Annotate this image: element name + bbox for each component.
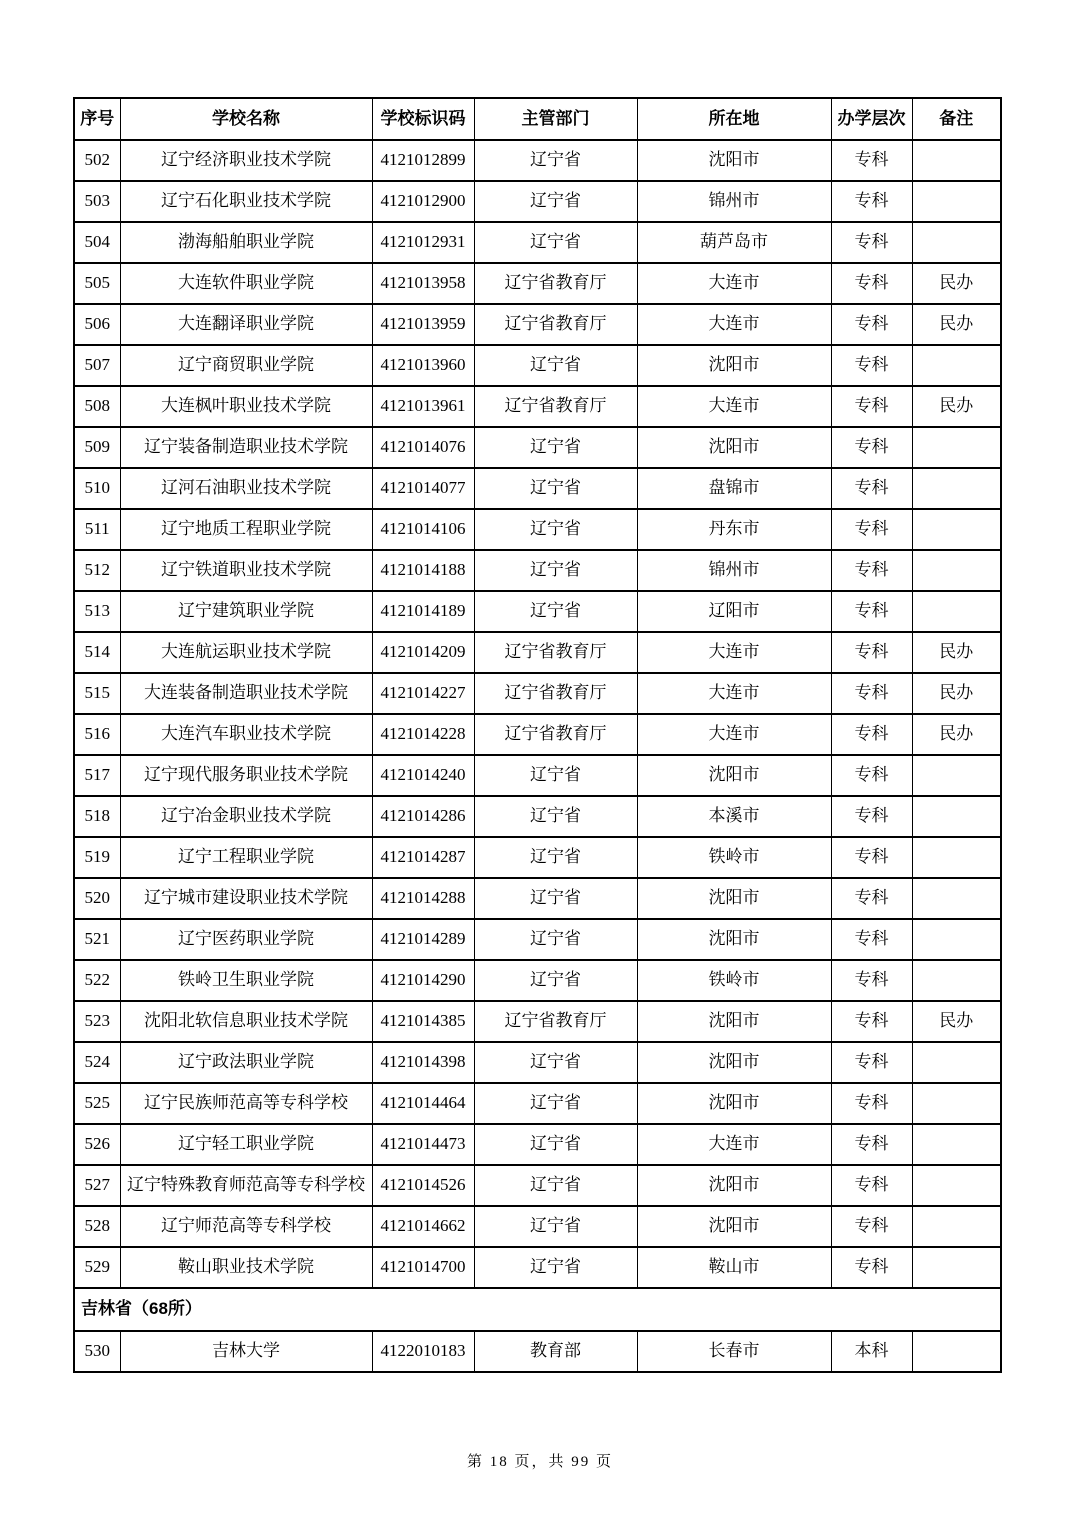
cell-name: 辽宁城市建设职业技术学院 bbox=[120, 878, 372, 919]
cell-seq: 508 bbox=[74, 386, 120, 427]
cell-name: 辽宁装备制造职业技术学院 bbox=[120, 427, 372, 468]
cell-name: 辽宁地质工程职业学院 bbox=[120, 509, 372, 550]
table-row bbox=[74, 714, 1001, 755]
cell-code: 4121012931 bbox=[372, 222, 474, 263]
cell-note bbox=[912, 345, 1001, 386]
cell-level: 专科 bbox=[831, 1247, 912, 1288]
cell-note bbox=[912, 140, 1001, 181]
cell-dept: 辽宁省 bbox=[474, 427, 637, 468]
cell-dept: 辽宁省 bbox=[474, 181, 637, 222]
cell-level: 专科 bbox=[831, 673, 912, 714]
cell-code: 4121014464 bbox=[372, 1083, 474, 1124]
cell-city: 长春市 bbox=[637, 1331, 831, 1372]
cell-name: 辽宁商贸职业学院 bbox=[120, 345, 372, 386]
cell-name: 辽宁石化职业技术学院 bbox=[120, 181, 372, 222]
table-row bbox=[74, 919, 1001, 960]
table-row bbox=[74, 837, 1001, 878]
cell-name: 大连汽车职业技术学院 bbox=[120, 714, 372, 755]
cell-seq: 505 bbox=[74, 263, 120, 304]
cell-code: 4121014288 bbox=[372, 878, 474, 919]
table-row bbox=[74, 1247, 1001, 1288]
table-row bbox=[74, 1124, 1001, 1165]
table-row bbox=[74, 673, 1001, 714]
cell-name: 辽宁政法职业学院 bbox=[120, 1042, 372, 1083]
cell-seq: 516 bbox=[74, 714, 120, 755]
cell-name: 大连装备制造职业技术学院 bbox=[120, 673, 372, 714]
cell-dept: 辽宁省 bbox=[474, 919, 637, 960]
cell-level: 专科 bbox=[831, 755, 912, 796]
cell-level: 专科 bbox=[831, 1083, 912, 1124]
cell-code: 4121012899 bbox=[372, 140, 474, 181]
cell-note: 民办 bbox=[912, 304, 1001, 345]
cell-level: 专科 bbox=[831, 591, 912, 632]
section-row bbox=[74, 1288, 1001, 1331]
cell-seq: 502 bbox=[74, 140, 120, 181]
cell-level: 专科 bbox=[831, 386, 912, 427]
column-header-note: 备注 bbox=[912, 98, 1001, 140]
cell-seq: 523 bbox=[74, 1001, 120, 1042]
cell-code: 4121014700 bbox=[372, 1247, 474, 1288]
cell-dept: 辽宁省 bbox=[474, 960, 637, 1001]
header-row bbox=[74, 98, 1001, 140]
cell-city: 沈阳市 bbox=[637, 919, 831, 960]
cell-dept: 辽宁省教育厅 bbox=[474, 386, 637, 427]
cell-note: 民办 bbox=[912, 263, 1001, 304]
cell-city: 鞍山市 bbox=[637, 1247, 831, 1288]
cell-seq: 518 bbox=[74, 796, 120, 837]
cell-code: 4121014227 bbox=[372, 673, 474, 714]
table-row bbox=[74, 1042, 1001, 1083]
cell-city: 沈阳市 bbox=[637, 755, 831, 796]
cell-city: 大连市 bbox=[637, 1124, 831, 1165]
cell-note bbox=[912, 1042, 1001, 1083]
cell-dept: 辽宁省教育厅 bbox=[474, 714, 637, 755]
cell-name: 辽宁铁道职业技术学院 bbox=[120, 550, 372, 591]
cell-dept: 教育部 bbox=[474, 1331, 637, 1372]
table-header bbox=[74, 98, 1001, 140]
cell-code: 4121014662 bbox=[372, 1206, 474, 1247]
table-row bbox=[74, 345, 1001, 386]
cell-dept: 辽宁省 bbox=[474, 1206, 637, 1247]
cell-seq: 503 bbox=[74, 181, 120, 222]
table-row bbox=[74, 304, 1001, 345]
cell-level: 专科 bbox=[831, 919, 912, 960]
table-row bbox=[74, 263, 1001, 304]
cell-name: 辽宁民族师范高等专科学校 bbox=[120, 1083, 372, 1124]
cell-dept: 辽宁省 bbox=[474, 345, 637, 386]
cell-city: 沈阳市 bbox=[637, 140, 831, 181]
cell-dept: 辽宁省教育厅 bbox=[474, 304, 637, 345]
cell-code: 4121013961 bbox=[372, 386, 474, 427]
cell-dept: 辽宁省 bbox=[474, 509, 637, 550]
section-header: 吉林省（68所） bbox=[74, 1288, 1001, 1331]
cell-code: 4121014385 bbox=[372, 1001, 474, 1042]
cell-city: 沈阳市 bbox=[637, 1083, 831, 1124]
cell-name: 铁岭卫生职业学院 bbox=[120, 960, 372, 1001]
cell-seq: 519 bbox=[74, 837, 120, 878]
cell-level: 专科 bbox=[831, 550, 912, 591]
cell-note: 民办 bbox=[912, 714, 1001, 755]
cell-dept: 辽宁省 bbox=[474, 837, 637, 878]
cell-seq: 528 bbox=[74, 1206, 120, 1247]
cell-code: 4121014240 bbox=[372, 755, 474, 796]
cell-name: 辽宁现代服务职业技术学院 bbox=[120, 755, 372, 796]
cell-city: 葫芦岛市 bbox=[637, 222, 831, 263]
table-row bbox=[74, 591, 1001, 632]
cell-note bbox=[912, 1124, 1001, 1165]
cell-level: 专科 bbox=[831, 1206, 912, 1247]
cell-level: 专科 bbox=[831, 796, 912, 837]
cell-seq: 512 bbox=[74, 550, 120, 591]
cell-level: 专科 bbox=[831, 632, 912, 673]
cell-dept: 辽宁省 bbox=[474, 222, 637, 263]
cell-city: 本溪市 bbox=[637, 796, 831, 837]
schools-table bbox=[73, 97, 1002, 1373]
cell-dept: 辽宁省 bbox=[474, 1247, 637, 1288]
cell-seq: 524 bbox=[74, 1042, 120, 1083]
cell-level: 专科 bbox=[831, 960, 912, 1001]
cell-note bbox=[912, 796, 1001, 837]
cell-level: 专科 bbox=[831, 427, 912, 468]
table-row bbox=[74, 509, 1001, 550]
cell-code: 4122010183 bbox=[372, 1331, 474, 1372]
cell-code: 4121014287 bbox=[372, 837, 474, 878]
cell-code: 4121014526 bbox=[372, 1165, 474, 1206]
cell-city: 大连市 bbox=[637, 673, 831, 714]
column-header-dept: 主管部门 bbox=[474, 98, 637, 140]
cell-city: 大连市 bbox=[637, 263, 831, 304]
cell-code: 4121014289 bbox=[372, 919, 474, 960]
cell-dept: 辽宁省 bbox=[474, 796, 637, 837]
cell-seq: 515 bbox=[74, 673, 120, 714]
column-header-name: 学校名称 bbox=[120, 98, 372, 140]
cell-name: 大连枫叶职业技术学院 bbox=[120, 386, 372, 427]
cell-level: 专科 bbox=[831, 304, 912, 345]
cell-city: 沈阳市 bbox=[637, 878, 831, 919]
cell-city: 锦州市 bbox=[637, 181, 831, 222]
cell-seq: 529 bbox=[74, 1247, 120, 1288]
cell-level: 专科 bbox=[831, 1042, 912, 1083]
cell-code: 4121014398 bbox=[372, 1042, 474, 1083]
cell-note: 民办 bbox=[912, 1001, 1001, 1042]
cell-code: 4121013959 bbox=[372, 304, 474, 345]
cell-code: 4121013958 bbox=[372, 263, 474, 304]
cell-note bbox=[912, 960, 1001, 1001]
cell-dept: 辽宁省 bbox=[474, 1042, 637, 1083]
cell-seq: 520 bbox=[74, 878, 120, 919]
cell-seq: 521 bbox=[74, 919, 120, 960]
cell-seq: 526 bbox=[74, 1124, 120, 1165]
cell-note: 民办 bbox=[912, 632, 1001, 673]
cell-level: 专科 bbox=[831, 345, 912, 386]
cell-seq: 514 bbox=[74, 632, 120, 673]
column-header-seq: 序号 bbox=[74, 98, 120, 140]
cell-code: 4121012900 bbox=[372, 181, 474, 222]
cell-name: 辽宁工程职业学院 bbox=[120, 837, 372, 878]
cell-city: 大连市 bbox=[637, 632, 831, 673]
cell-note bbox=[912, 1083, 1001, 1124]
cell-seq: 522 bbox=[74, 960, 120, 1001]
cell-note bbox=[912, 181, 1001, 222]
cell-note bbox=[912, 1206, 1001, 1247]
cell-name: 辽宁建筑职业学院 bbox=[120, 591, 372, 632]
cell-city: 铁岭市 bbox=[637, 960, 831, 1001]
cell-seq: 530 bbox=[74, 1331, 120, 1372]
cell-city: 沈阳市 bbox=[637, 1001, 831, 1042]
cell-city: 辽阳市 bbox=[637, 591, 831, 632]
cell-seq: 510 bbox=[74, 468, 120, 509]
table-row bbox=[74, 878, 1001, 919]
cell-seq: 509 bbox=[74, 427, 120, 468]
cell-code: 4121014188 bbox=[372, 550, 474, 591]
cell-code: 4121014106 bbox=[372, 509, 474, 550]
cell-note bbox=[912, 509, 1001, 550]
cell-seq: 511 bbox=[74, 509, 120, 550]
cell-dept: 辽宁省 bbox=[474, 1083, 637, 1124]
cell-dept: 辽宁省教育厅 bbox=[474, 1001, 637, 1042]
cell-code: 4121013960 bbox=[372, 345, 474, 386]
table-row bbox=[74, 550, 1001, 591]
cell-city: 大连市 bbox=[637, 304, 831, 345]
cell-dept: 辽宁省 bbox=[474, 878, 637, 919]
cell-code: 4121014290 bbox=[372, 960, 474, 1001]
cell-name: 辽宁经济职业技术学院 bbox=[120, 140, 372, 181]
column-header-city: 所在地 bbox=[637, 98, 831, 140]
cell-dept: 辽宁省 bbox=[474, 755, 637, 796]
table-body bbox=[74, 140, 1001, 1372]
cell-level: 本科 bbox=[831, 1331, 912, 1372]
cell-city: 铁岭市 bbox=[637, 837, 831, 878]
cell-name: 辽宁特殊教育师范高等专科学校 bbox=[120, 1165, 372, 1206]
cell-note bbox=[912, 1165, 1001, 1206]
cell-dept: 辽宁省 bbox=[474, 591, 637, 632]
table-row bbox=[74, 468, 1001, 509]
cell-dept: 辽宁省教育厅 bbox=[474, 263, 637, 304]
cell-seq: 525 bbox=[74, 1083, 120, 1124]
cell-name: 沈阳北软信息职业技术学院 bbox=[120, 1001, 372, 1042]
cell-code: 4121014473 bbox=[372, 1124, 474, 1165]
cell-level: 专科 bbox=[831, 468, 912, 509]
table-row bbox=[74, 222, 1001, 263]
cell-city: 盘锦市 bbox=[637, 468, 831, 509]
cell-city: 沈阳市 bbox=[637, 1042, 831, 1083]
cell-level: 专科 bbox=[831, 878, 912, 919]
table-row bbox=[74, 1083, 1001, 1124]
cell-city: 沈阳市 bbox=[637, 427, 831, 468]
table-row bbox=[74, 427, 1001, 468]
table-row bbox=[74, 140, 1001, 181]
table-row bbox=[74, 960, 1001, 1001]
cell-code: 4121014209 bbox=[372, 632, 474, 673]
cell-code: 4121014076 bbox=[372, 427, 474, 468]
cell-name: 大连翻译职业学院 bbox=[120, 304, 372, 345]
column-header-code: 学校标识码 bbox=[372, 98, 474, 140]
cell-note bbox=[912, 468, 1001, 509]
cell-name: 辽宁冶金职业技术学院 bbox=[120, 796, 372, 837]
table-row bbox=[74, 1165, 1001, 1206]
cell-city: 沈阳市 bbox=[637, 345, 831, 386]
column-header-level: 办学层次 bbox=[831, 98, 912, 140]
cell-city: 沈阳市 bbox=[637, 1165, 831, 1206]
cell-note bbox=[912, 1331, 1001, 1372]
cell-dept: 辽宁省 bbox=[474, 550, 637, 591]
cell-level: 专科 bbox=[831, 1165, 912, 1206]
cell-code: 4121014228 bbox=[372, 714, 474, 755]
cell-dept: 辽宁省 bbox=[474, 468, 637, 509]
cell-note: 民办 bbox=[912, 673, 1001, 714]
cell-note bbox=[912, 919, 1001, 960]
cell-name: 大连航运职业技术学院 bbox=[120, 632, 372, 673]
cell-level: 专科 bbox=[831, 1124, 912, 1165]
cell-city: 沈阳市 bbox=[637, 1206, 831, 1247]
cell-note bbox=[912, 1247, 1001, 1288]
table-row bbox=[74, 755, 1001, 796]
cell-code: 4121014286 bbox=[372, 796, 474, 837]
cell-dept: 辽宁省教育厅 bbox=[474, 673, 637, 714]
cell-dept: 辽宁省 bbox=[474, 140, 637, 181]
cell-name: 大连软件职业学院 bbox=[120, 263, 372, 304]
table-row bbox=[74, 796, 1001, 837]
cell-code: 4121014189 bbox=[372, 591, 474, 632]
cell-level: 专科 bbox=[831, 714, 912, 755]
cell-note bbox=[912, 427, 1001, 468]
cell-name: 鞍山职业技术学院 bbox=[120, 1247, 372, 1288]
cell-city: 丹东市 bbox=[637, 509, 831, 550]
cell-note bbox=[912, 755, 1001, 796]
cell-level: 专科 bbox=[831, 140, 912, 181]
table-row bbox=[74, 1206, 1001, 1247]
table-row bbox=[74, 386, 1001, 427]
cell-dept: 辽宁省教育厅 bbox=[474, 632, 637, 673]
cell-name: 渤海船舶职业学院 bbox=[120, 222, 372, 263]
cell-level: 专科 bbox=[831, 181, 912, 222]
cell-seq: 527 bbox=[74, 1165, 120, 1206]
cell-level: 专科 bbox=[831, 1001, 912, 1042]
cell-note bbox=[912, 837, 1001, 878]
cell-name: 辽河石油职业技术学院 bbox=[120, 468, 372, 509]
cell-name: 辽宁医药职业学院 bbox=[120, 919, 372, 960]
cell-note bbox=[912, 878, 1001, 919]
cell-code: 4121014077 bbox=[372, 468, 474, 509]
cell-city: 锦州市 bbox=[637, 550, 831, 591]
cell-note bbox=[912, 550, 1001, 591]
cell-note: 民办 bbox=[912, 386, 1001, 427]
cell-seq: 517 bbox=[74, 755, 120, 796]
cell-name: 吉林大学 bbox=[120, 1331, 372, 1372]
table-row bbox=[74, 632, 1001, 673]
cell-city: 大连市 bbox=[637, 386, 831, 427]
cell-level: 专科 bbox=[831, 509, 912, 550]
cell-level: 专科 bbox=[831, 837, 912, 878]
cell-name: 辽宁轻工职业学院 bbox=[120, 1124, 372, 1165]
cell-seq: 506 bbox=[74, 304, 120, 345]
table-row bbox=[74, 1001, 1001, 1042]
cell-city: 大连市 bbox=[637, 714, 831, 755]
table-row bbox=[74, 181, 1001, 222]
cell-level: 专科 bbox=[831, 222, 912, 263]
cell-note bbox=[912, 591, 1001, 632]
page-number: 第 18 页，共 99 页 bbox=[466, 1454, 613, 1470]
cell-level: 专科 bbox=[831, 263, 912, 304]
cell-note bbox=[912, 222, 1001, 263]
cell-seq: 513 bbox=[74, 591, 120, 632]
table-row bbox=[74, 1331, 1001, 1372]
cell-dept: 辽宁省 bbox=[474, 1124, 637, 1165]
cell-seq: 507 bbox=[74, 345, 120, 386]
cell-name: 辽宁师范高等专科学校 bbox=[120, 1206, 372, 1247]
cell-seq: 504 bbox=[74, 222, 120, 263]
cell-dept: 辽宁省 bbox=[474, 1165, 637, 1206]
